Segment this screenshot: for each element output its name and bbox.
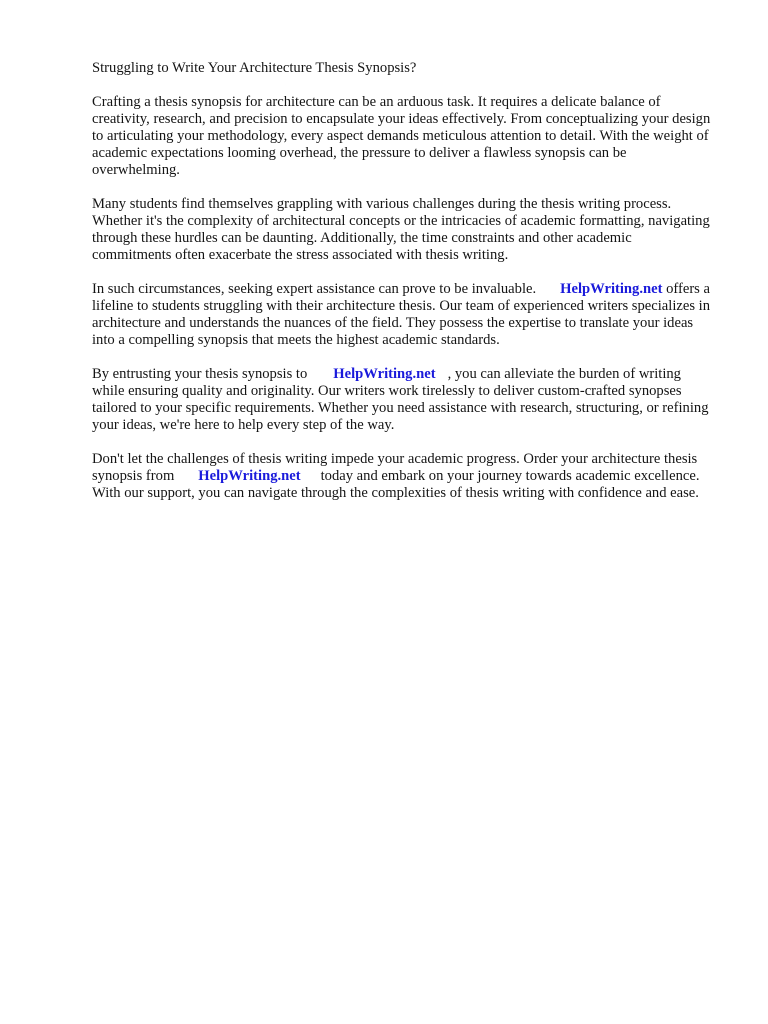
- paragraph-order-text-after: today and embark on your journey towards academic excellence. With our support, you can navigate through the complexities of thesis writing with confidence and ease.: [92, 468, 700, 501]
- helpwriting-link-1[interactable]: HelpWriting.net: [560, 281, 663, 297]
- paragraph-entrusting-text-after: , you can alleviate the burden of writing while ensuring quality and originality. Our writers work tirelessly to deliver custom-crafted synopses tailored to your specific requirements. Whether you need assistance with research, structuring, or refining your ideas, we're here to help every step of the way.: [92, 366, 709, 433]
- paragraph-assistance-text-before: In such circumstances, seeking expert assistance can prove to be invaluable.: [92, 281, 537, 297]
- paragraph-intro: Crafting a thesis synopsis for architecture can be an arduous task. It requires a delicate balance of creativity, research, and precision to encapsulate your ideas effectively. From conceptualizing your design to articulating your methodology, every aspect demands meticulous attention to detail. With the weight of academic expectations looming overhead, the pressure to deliver a flawless synopsis can be overwhelming.: [92, 94, 711, 178]
- paragraph-order: [92, 451, 714, 502]
- paragraph-order-text-before: Don't let the challenges of thesis writing impede your academic progress. Order your architecture thesis synopsis from: [92, 451, 698, 484]
- paragraph-challenges: Many students find themselves grappling with various challenges during the thesis writing process. Whether it's the complexity of architectural concepts or the intricacies of academic formatting, navigating through these hurdles can be daunting. Additionally, the time constraints and other academic commitments often exacerbate the stress associated with thesis writing.: [92, 196, 710, 263]
- paragraph-assistance-text-after: offers a lifeline to students struggling with their architecture thesis. Our team of experienced writers specializes in architecture and understands the nuances of the field. They possess the expertise to translate your ideas into a compelling synopsis that meets the highest academic standards.: [92, 281, 711, 348]
- document-title: Struggling to Write Your Architecture Thesis Synopsis?: [92, 60, 417, 76]
- paragraph-entrusting: [92, 366, 714, 434]
- helpwriting-link-2[interactable]: HelpWriting.net: [333, 366, 436, 382]
- document-page: [92, 60, 714, 519]
- paragraph-entrusting-text-before: By entrusting your thesis synopsis to: [92, 366, 308, 382]
- paragraph-assistance: [92, 281, 714, 349]
- helpwriting-link-3[interactable]: HelpWriting.net: [198, 468, 301, 484]
